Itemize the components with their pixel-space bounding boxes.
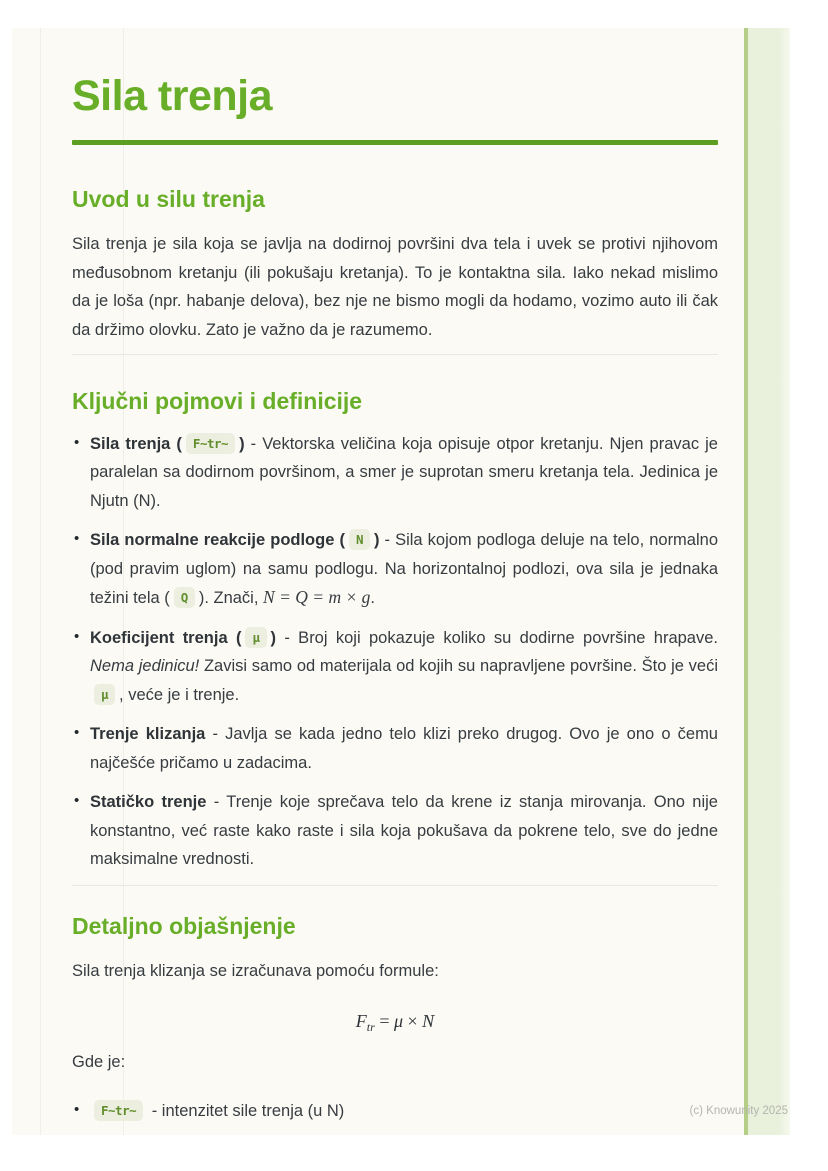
section-heading-details: Detaljno objašnjenje [72,912,296,939]
inline-code-badge: Q [174,587,195,608]
bullet-icon: • [74,627,80,645]
details-lead-text: Sila trenja klizanja se izračunava pomoću formule: [72,961,439,980]
where-label: Gde je: [72,1053,126,1072]
bold-text: Sila trenja ( [90,434,182,453]
bold-text: Sila normalne reakcije podloge ( [90,531,345,550]
bold-text: Trenje klizanja [90,725,206,744]
list-item [72,788,718,874]
bold-text: Statičko trenje [90,793,207,812]
bold-text: ) [373,531,380,550]
bullet-icon: • [74,530,80,548]
inline-code-badge: N [349,529,370,550]
inline-math: N = Q = m × g [263,587,371,608]
bold-text: Koeficijent trenja ( [90,628,242,647]
italic-text: Nema jedinicu! [90,657,200,676]
bullet-icon: • [74,1100,80,1118]
page-title: Sila trenja [72,72,273,120]
section-heading-key-terms: Ključni pojmovi i definicije [72,388,363,415]
formula-operator: × [403,1011,423,1032]
bullet-icon: • [74,792,80,810]
text-segment: - Javlja se kada jedno telo klizi preko drugog. Ovo je ono o čemu najčešće pričamo u zadacima. [90,725,718,772]
page-edge-stripe [744,28,790,1135]
text-segment: Zavisi samo od materijala od kojih su napravljene površine. Što je veći [199,657,718,676]
intro-paragraph: Sila trenja je sila koja se javlja na dodirnoj površini dva tela i uvek se protivi njihovom međusobnom kretanju (ili pokušaju kretanja). To je kontaktna sila. Iako nekad mislimo da je loša (npr. habanje delova), bez nje ne bismo mogli da hodamo, vozimo auto ili čak da držimo olovku. Zato je važno da je razumemo. [72,235,718,339]
text-segment: - Broj koji pokazuje koliko su dodirne površine hrapave. [276,628,718,647]
formula-variable: F [355,1011,367,1032]
formula-operator: = [374,1011,394,1032]
inline-code-badge: F~tr~ [186,433,235,454]
list-item [72,720,718,777]
formula-subscript: tr [366,1020,375,1035]
key-terms-list [72,430,718,874]
list-item-text [90,1102,344,1120]
list-item [72,1097,718,1126]
where-list [72,1097,718,1126]
list-item [72,430,718,516]
list-item-text [90,531,718,607]
text-segment: , veće je i trenje. [119,685,240,704]
inline-code-badge: F~tr~ [94,1100,143,1121]
watermark: (c) Knowunity 2025 [689,1105,788,1117]
section-divider [72,354,718,355]
formula-variable: μ [393,1011,404,1032]
list-item-text [90,629,718,704]
title-underline-rule [72,140,718,145]
document-page [12,28,790,1135]
list-item [72,526,718,613]
section-heading-intro: Uvod u silu trenja [72,186,265,213]
inline-code-badge: μ [94,684,115,705]
text-segment: - intenzitet sile trenja (u N) [147,1101,345,1120]
document-content [72,28,718,1135]
text-segment: - Vektorska veličina koja opisuje otpor kretanju. Njen pravac je paralelan sa dodirnom površinom, a smer je suprotan smeru kretanja tela. Jedinica je Njutn (N). [90,434,718,510]
text-segment: - Sila kojom podloga deluje na telo, normalno (pod pravim uglom) na samu podlogu. Na horizontalnoj podlozi, ova sila je jednaka težini tela ( [90,531,718,608]
text-segment: ). Znači, [198,589,264,608]
bullet-icon: • [74,724,80,742]
bold-text: ) [270,628,276,647]
list-item-text [90,725,718,772]
bold-text: ) [239,434,245,453]
list-item-text [90,435,718,510]
section-divider [72,885,718,886]
scan-artifact-line [40,28,41,1135]
list-item [72,624,718,710]
inline-code-badge: μ [245,627,266,648]
list-item-text [90,793,718,868]
bullet-icon: • [74,433,80,451]
friction-formula [72,1011,718,1035]
text-segment: . [370,589,375,608]
text-segment: - Trenje koje sprečava telo da krene iz stanja mirovanja. Ono nije konstantno, već raste kako raste i sila koja pokušava da pokrene telo, sve do jedne maksimalne vrednosti. [90,793,718,869]
formula-variable: N [422,1011,435,1032]
